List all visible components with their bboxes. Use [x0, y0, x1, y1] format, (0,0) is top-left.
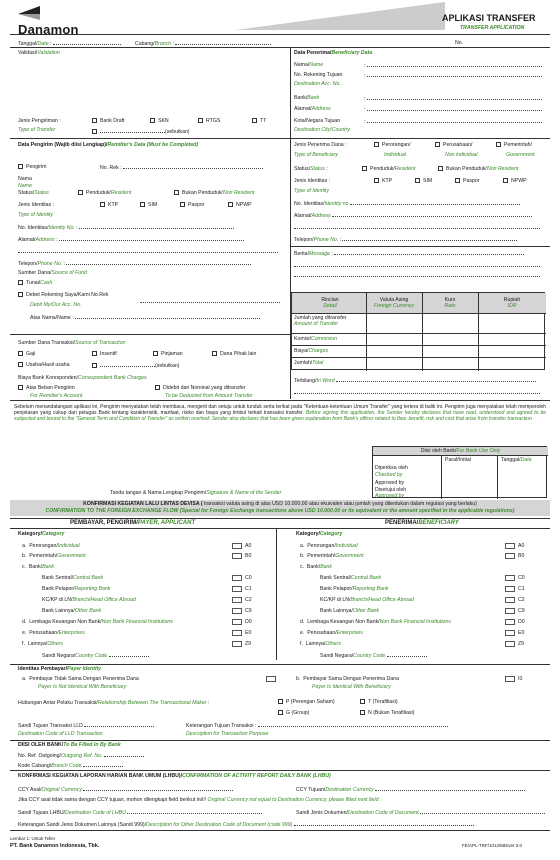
- beneficiary-heading: Data Penerima: [294, 50, 331, 56]
- payer-code-C9-label: C9: [245, 608, 252, 614]
- beneficiary-category-c1: Bank Sentral/Central Bank: [320, 575, 382, 581]
- rem-npwp-checkbox[interactable]: [228, 202, 233, 207]
- remitter-charges-checkbox[interactable]: [18, 385, 23, 390]
- beneficiary-category-f: f. Lainnya/Others: [300, 641, 341, 647]
- rem-resident-checkbox[interactable]: [78, 190, 83, 195]
- debit-account-checkbox[interactable]: [18, 292, 23, 297]
- ccy-origin-field[interactable]: CCY Asal/Original Currency: [18, 786, 233, 793]
- beneficiary-code-E0-box[interactable]: [505, 630, 515, 636]
- brand-name: Danamon: [18, 22, 79, 37]
- beneficiary-code-C1-label: C1: [518, 586, 525, 592]
- ben-government-checkbox[interactable]: [496, 142, 501, 147]
- cabang-field[interactable]: Cabang/Branch :: [135, 40, 271, 47]
- rem-phone-field[interactable]: Telepon/Phone No. :: [18, 260, 251, 267]
- document-desc-field[interactable]: Keterangan Sandi Jenis Dokumen Lainnya (Sandi 999)/Description for Other Destination Code of Document (code 999): [18, 821, 474, 828]
- beneficiary-category-negara: Sandi Negara/Country Code: [320, 652, 427, 659]
- ben-ktp-checkbox[interactable]: [374, 178, 379, 183]
- ben-npwp-checkbox[interactable]: [503, 178, 508, 183]
- ben-paspor-checkbox[interactable]: [455, 178, 460, 183]
- ben-name-field[interactable]: Nama/Name: [294, 62, 324, 68]
- ben-bank-field[interactable]: Bank/Bank: [294, 95, 320, 101]
- beneficiary-category-e: e. Perusahaan/Enterprises: [300, 630, 363, 636]
- beneficiary-code-C2-box[interactable]: [505, 597, 515, 603]
- pengirim-checkbox[interactable]: [18, 164, 23, 169]
- message-field[interactable]: Berita/Message :: [294, 250, 524, 257]
- sheet-note: Lembar 1: Untuk Teller: [10, 836, 56, 841]
- payer-category-a: a. Perorangan/Individual: [22, 543, 80, 549]
- beneficiary-category-d: d. Lembaga Keuangan Non Bank/Non Bank Financial Institutions: [300, 619, 451, 625]
- payer-category-e: e. Perusahaan/Enterprises: [22, 630, 85, 636]
- lhbu-code-field[interactable]: Sandi Tujuan LHBU/Destination Code of LHBU: [18, 809, 262, 816]
- beneficiary-code-C0-box[interactable]: [505, 575, 515, 581]
- tanggal-field[interactable]: Tanggal/Date :: [18, 40, 121, 47]
- divider: [10, 34, 550, 35]
- ben-account-field[interactable]: No. Rekening Tujuan: [294, 72, 343, 78]
- other-source-checkbox[interactable]: [92, 363, 97, 368]
- payer-code-C1-box[interactable]: [232, 586, 242, 592]
- form-title: APLIKASI TRANSFER: [442, 13, 536, 23]
- beneficiary-code-C2-label: C2: [518, 597, 525, 603]
- gaji-checkbox[interactable]: [18, 351, 23, 356]
- payer-code-A0-box[interactable]: [232, 543, 242, 549]
- beneficiary-code-C9-box[interactable]: [505, 608, 515, 614]
- bank-draft-checkbox[interactable]: [92, 118, 97, 123]
- beneficiary-code-C1-box[interactable]: [505, 586, 515, 592]
- account-name-field[interactable]: Atas Nama/Name :: [30, 314, 260, 321]
- rem-paspor-checkbox[interactable]: [180, 202, 185, 207]
- payer-code-C0-box[interactable]: [232, 575, 242, 581]
- skn-checkbox[interactable]: [150, 118, 155, 123]
- tt-checkbox[interactable]: [252, 118, 257, 123]
- pinjaman-checkbox[interactable]: [153, 351, 158, 356]
- beneficiary-code-Z9-label: Z9: [518, 641, 525, 647]
- beneficiary-code-B0-label: B0: [518, 553, 525, 559]
- remitter-heading: Data Pengirim (Wajib diisi Lengkap): [18, 142, 107, 148]
- payer-code-B0-box[interactable]: [232, 553, 242, 559]
- payer-code-D0-box[interactable]: [232, 619, 242, 625]
- ben-city-field[interactable]: Kota/Negara Tujuan: [294, 118, 341, 124]
- payer-code-Z9-box[interactable]: [232, 641, 242, 647]
- payer-code-Z9-label: Z9: [245, 641, 252, 647]
- company-name: PT. Bank Danamon Indonesia, Tbk.: [10, 843, 100, 849]
- ben-phone-field[interactable]: Telepon/Phone No. :: [294, 236, 517, 243]
- relation-p-checkbox[interactable]: [278, 699, 283, 704]
- beneficiary-category-c3b: KC/KP di LN/Branch/Head Office Abroad: [320, 597, 414, 603]
- validasi-label: Validasi/Validation: [18, 50, 60, 56]
- ben-resident-checkbox[interactable]: [362, 166, 367, 171]
- sender-signature[interactable]: Tanda tangan & Nama Lengkap Pengirim/Signature & Name of the Sender: [110, 490, 282, 496]
- beneficiary-code-A0-label: A0: [518, 543, 525, 549]
- payer-code-C2-label: C2: [245, 597, 252, 603]
- beneficiary-code-B0-box[interactable]: [505, 553, 515, 559]
- ben-address-field[interactable]: Alamat/Address: [294, 106, 331, 112]
- amount-table: Rincian Detail Valuta Asing Foreign Currency Kurs Rate Rupiah IDR Jumlah yang ditransfer Amount of Transfer Komisi/Commision Biaya/Charges Jumlah/Total: [291, 292, 545, 370]
- rem-ktp-checkbox[interactable]: [100, 202, 105, 207]
- cash-checkbox[interactable]: [18, 280, 23, 285]
- payer-code-C9-box[interactable]: [232, 608, 242, 614]
- ben-company-checkbox[interactable]: [435, 142, 440, 147]
- rem-address-field[interactable]: Alamat/Address :: [18, 236, 244, 243]
- payer-code-A0-label: A0: [245, 543, 252, 549]
- ccy-destination-field[interactable]: CCY Tujuan/Destination Currency: [296, 786, 525, 793]
- ben-address2-field[interactable]: Alamat/Address: [294, 212, 532, 219]
- form-subtitle: TRANSFER APPLICATION: [460, 25, 525, 31]
- in-words-field[interactable]: Terbilang/In Word: [294, 377, 536, 384]
- beneficiary-category-b: b. Pemerintah/Government: [300, 553, 364, 559]
- rem-account-field[interactable]: No. Rek :: [100, 164, 263, 171]
- payer-category-c1: Bank Sentral/Central Bank: [42, 575, 104, 581]
- beneficiary-code-E0-label: E0: [518, 630, 525, 636]
- lld-banner: KONFIRMASI KEGIATAN LALU LINTAS DEVISA ( transaksi valuta asing di atas USD 10.000,00 atau ekuivalen atau jumlah yang ditentukan dalam regulasi yang berlaku) CONFIRMATION TO THE FOREIGN EXCHANGE FLOW (Special for Foreign Exchange transactions above USD 10.000,00 or its equivalent or the amount specified in the applicable regulations): [10, 500, 550, 516]
- beneficiary-code-D0-label: D0: [518, 619, 525, 625]
- relation-n-checkbox[interactable]: [360, 710, 365, 715]
- payer-code-E0-label: E0: [245, 630, 252, 636]
- beneficiary-category-heading: PENERIMA/: [385, 520, 419, 526]
- beneficiary-code-C0-label: C0: [518, 575, 525, 581]
- payer-category-b: b. Pemerintah/Government: [22, 553, 86, 559]
- deduct-charges-checkbox[interactable]: [155, 385, 160, 390]
- beneficiary-code-A0-box[interactable]: [505, 543, 515, 549]
- form-number: No.: [455, 40, 464, 46]
- payer-category-c2: Bank Pelapor/Reporting Bank: [42, 586, 111, 592]
- relation-g-checkbox[interactable]: [278, 710, 283, 715]
- rem-id-field[interactable]: No. Identitas/Identity No. :: [18, 224, 234, 231]
- relation-t-checkbox[interactable]: [360, 699, 365, 704]
- ben-id-field[interactable]: No. Identitas/Identity no: [294, 200, 520, 207]
- payer-heading: PEMBAYAR, PENGIRIM/: [70, 520, 138, 526]
- payer-category-negara: Sandi Negara/Country Code: [42, 652, 149, 659]
- beneficiary-code-Z9-box[interactable]: [505, 641, 515, 647]
- ben-nonresident-checkbox[interactable]: [438, 166, 443, 171]
- payer-not-identical-box[interactable]: [266, 676, 276, 682]
- transfer-type-label: Jenis Pengiriman :: [18, 118, 61, 124]
- header-accent-icon: [235, 2, 445, 30]
- payer-code-C2-box[interactable]: [232, 597, 242, 603]
- usaha-checkbox[interactable]: [18, 362, 23, 367]
- beneficiary-category-heading: Kategory/Category: [296, 531, 343, 537]
- document-code-field[interactable]: Sandi Jenis Dokumen/Destination Code of Document: [296, 809, 545, 816]
- transaction-purpose-field[interactable]: Keterangan Tujuan Transaksi :: [186, 722, 448, 729]
- rem-sim-checkbox[interactable]: [140, 202, 145, 207]
- other-transfer-checkbox[interactable]: [92, 129, 97, 134]
- beneficiary-category-c4: Bank Lainnya/Other Bank: [320, 608, 380, 614]
- outgoing-ref-field[interactable]: No. Ref. Outgoing/Outgoing Ref. No.: [18, 752, 144, 759]
- beneficiary-category-c2: Bank Pelapor/Reporting Bank: [320, 586, 389, 592]
- branch-code-field[interactable]: Kode Cabang/Branch Code: [18, 762, 123, 769]
- payer-category-c: c. Bank/Bank: [22, 564, 55, 570]
- payer-code-C0-label: C0: [245, 575, 252, 581]
- rem-nonresident-checkbox[interactable]: [174, 190, 179, 195]
- payer-code-B0-label: B0: [245, 553, 252, 559]
- ben-individual-checkbox[interactable]: [374, 142, 379, 147]
- payer-identical-box[interactable]: [505, 676, 515, 682]
- payer-category-d: d. Lembaga Keuangan Non Bank/Non Bank Financial Institutions: [22, 619, 173, 625]
- bank-use-box: Diisi oleh Bank/For Bank Use Only Paraf/Initial Tanggal/Date Diperiksa oleh Checked by Approved by Disetujui oleh Approved by: [372, 446, 547, 498]
- beneficiary-code-D0-box[interactable]: [505, 619, 515, 625]
- form-code: FE/APL-TRF/1012/68Sver 3.0: [462, 843, 523, 848]
- payer-category-c4: Bank Lainnya/Other Bank: [42, 608, 102, 614]
- danamon-logo-icon: [18, 6, 40, 22]
- beneficiary-category-a: a. Perorangan/Individual: [300, 543, 358, 549]
- beneficiary-code-C9-label: C9: [518, 608, 525, 614]
- payer-category-heading: Kategory/Category: [18, 531, 65, 537]
- beneficiary-category-c: c. Bank/Bank: [300, 564, 333, 570]
- dana-pihak-checkbox[interactable]: [212, 351, 217, 356]
- payer-code-D0-label: D0: [245, 619, 252, 625]
- payer-category-c3: KC/KP di LN/Branch/Head Office Abroad: [42, 597, 136, 603]
- rtgs-checkbox[interactable]: [198, 118, 203, 123]
- lld-code-field[interactable]: Sandi Tujuan Transaksi LLD: [18, 722, 154, 729]
- payer-code-C1-label: C1: [245, 586, 252, 592]
- payer-category-f: f. Lainnya/Others: [22, 641, 63, 647]
- ben-sim-checkbox[interactable]: [415, 178, 420, 183]
- payer-code-E0-box[interactable]: [232, 630, 242, 636]
- insentif-checkbox[interactable]: [92, 351, 97, 356]
- declaration-text: Sebelum menandatangani aplikasi ini, Pengirim menyatakan telah membaca, mengerti dan setuju untuk tunduk serta terikat pada "Ketentuan-ketentuan Umum Transfer" yang tertera di balik ini. Pengirim juga menyatakan telah memperoleh penjelasan yang cukup dari petugas Bank tentang karakteristik, manfaat, risiko dan biaya yang timbul terkait transaksi transfer. Before signing this application, the Sender hereby declares that have read, understood and agreed to be subjected and bound to the "General Term and Condition of Transfer" as written overleaf. Sender also declares that has been given explanation from Bank's officer related to flaw, benefit, risk and cost that arise from transfer transaction: [14, 404, 547, 423]
